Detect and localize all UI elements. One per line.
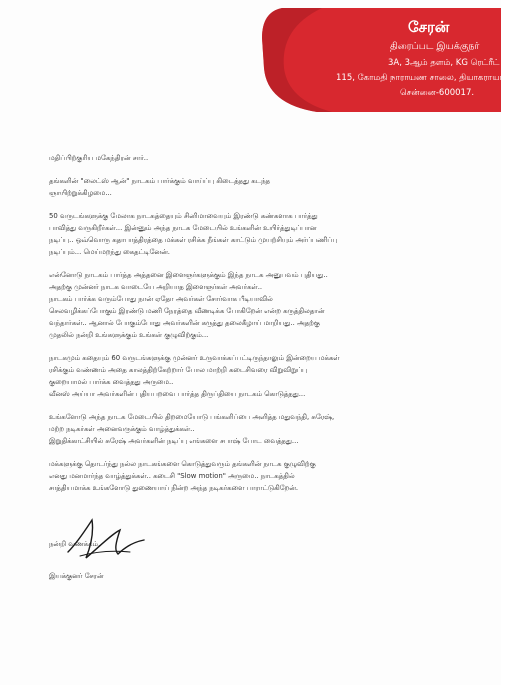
text-line: முதலில் நன்றி உங்களுக்கும் உங்கள் குழுவிற்கும்... (49, 331, 209, 339)
paragraph (49, 411, 469, 447)
letterhead-name: சேரன் (408, 18, 450, 36)
letterhead-banner (262, 8, 522, 112)
signature-icon (60, 512, 150, 567)
text-line: எனது மனமார்ந்த வாழ்த்துக்கள்.. கடைசி "Slow motion" அருமை.. நாடகத்தில் (49, 472, 295, 480)
text-line: வீனஸ் அய்யா அவர்களின் புதியபறவை பார்த்த திருப்தியை நாடகம் கொடுத்தது... (49, 390, 306, 398)
letterhead-address-line2: 115, கோமதி நாராயண சாலை, தியாகராயர் நகர் (336, 73, 522, 83)
letterhead-address-line3: சென்னை-600017. (400, 88, 475, 98)
letterhead-role: திரைப்பட இயக்குநர் (390, 41, 480, 52)
text-line: தங்களின் "லைட்ஸ் ஆன்" நாடகம் பார்க்கும் வாய்ப்பு கிடைத்தது கடந்த (49, 177, 271, 185)
paragraph (49, 152, 469, 164)
text-line: வந்தார்கள்.. ஆனால் போகும்போது அவர்களின் கருத்து தலைகீழாய் மாறியது.. அதற்கு (49, 319, 320, 327)
text-line: ஞாயிற்றுக்கிழமை... (49, 189, 112, 197)
paragraph (49, 269, 469, 341)
text-line: உங்களோடு அந்த நாடக மேடையில் திறமையோடு பங்களிப்பை அளித்த மதுவந்தி, சுரேஷ், (49, 413, 335, 421)
signer-name: இயக்குனர் சேரன் (49, 572, 104, 580)
paragraph (49, 458, 469, 494)
text-line: மதிப்பிற்குரிய மகேந்திரன் சார்.. (49, 154, 149, 162)
text-line: நாடகமும் கதையும் 60 வருடங்களுக்கு முன்னர் உருவாக்கப்பட்டிருந்தாலும் இன்றைய மக்கள் (49, 354, 340, 362)
text-line: நடிப்பு.. ஒவ்வொரு கதாபாத்திரத்தை மக்கள் ரசிக்க நீங்கள் காட்டும் முயற்சியும் அர்ப்பணிப்பு (49, 236, 338, 244)
text-line: குறையாமல் பார்க்க வைத்தது அருமை.. (49, 378, 174, 386)
text-line: ரசிக்கும் வண்ணம் அதை காலத்திற்கேற்றார் போல மாற்றி கடைசிவரை விறுவிறுப்பு (49, 366, 308, 374)
text-line: பாவித்து வருகிறீர்கள்... இன்னும் அந்த நாடக மேடையில் உங்களின் உயிர்த்துடிப்பான (49, 224, 317, 232)
closing-text: நன்றி வணக்கம், (49, 540, 101, 548)
letterhead-address-line1: 3A, 3ஆம் தளம், KG ரெட்ரீட் (388, 58, 500, 68)
text-line: மற்ற நடிகர்கள் அனைவருக்கும் வாழ்த்துக்கள்.. (49, 425, 195, 433)
letter-body (49, 152, 469, 505)
text-line: அதற்கு முன்னர் நாடக வாடையே அறியாத இளைஞர்கள் அவர்கள்.. (49, 283, 263, 291)
paragraph (49, 352, 469, 400)
text-line: நாடகம் பார்க்க வரும்போது நான் ஏதோ அவர்கள் சோர்வாக பீடியாவில் (49, 295, 273, 303)
paragraph (49, 175, 469, 199)
text-line: 50 வருடங்களுக்கு மேலாக நாடகத்தையும் சினிமாவையும் இரண்டு கண்களாக பார்த்து (49, 212, 318, 220)
paragraph (49, 210, 469, 258)
text-line: என்னோடு நாடகம் பார்த்த அத்தனை இளைஞர்களுக்கும் இந்த நாடக அனுபவம் புதியது.. (49, 271, 328, 279)
text-line: செலவழிக்கப்போகும் இரண்டு மணி நேரத்தை வீணடிக்க போகிறேன் என்ற கருத்திலதான் (49, 307, 325, 315)
text-line: சாத்தியமாக்க உங்களோடு துணையாய் நின்ற அந்த நடிகர்களை பாராட்டுகிறேன். (49, 484, 299, 492)
text-line: இறுதிக்காட்சியில் சுரேஷ் அவர்களின் நடிப்பு எங்களை சபாஷ் போட வைத்தது... (49, 437, 299, 445)
text-line: நடிப்பும்... மெய்மறந்து கைதட்டினேன். (49, 248, 170, 256)
text-line: மக்களுக்கு தொடர்ந்து நல்ல நாடகங்களை கொடுத்துவரும் தங்களின் நாடக குழுவிற்கு (49, 460, 316, 468)
